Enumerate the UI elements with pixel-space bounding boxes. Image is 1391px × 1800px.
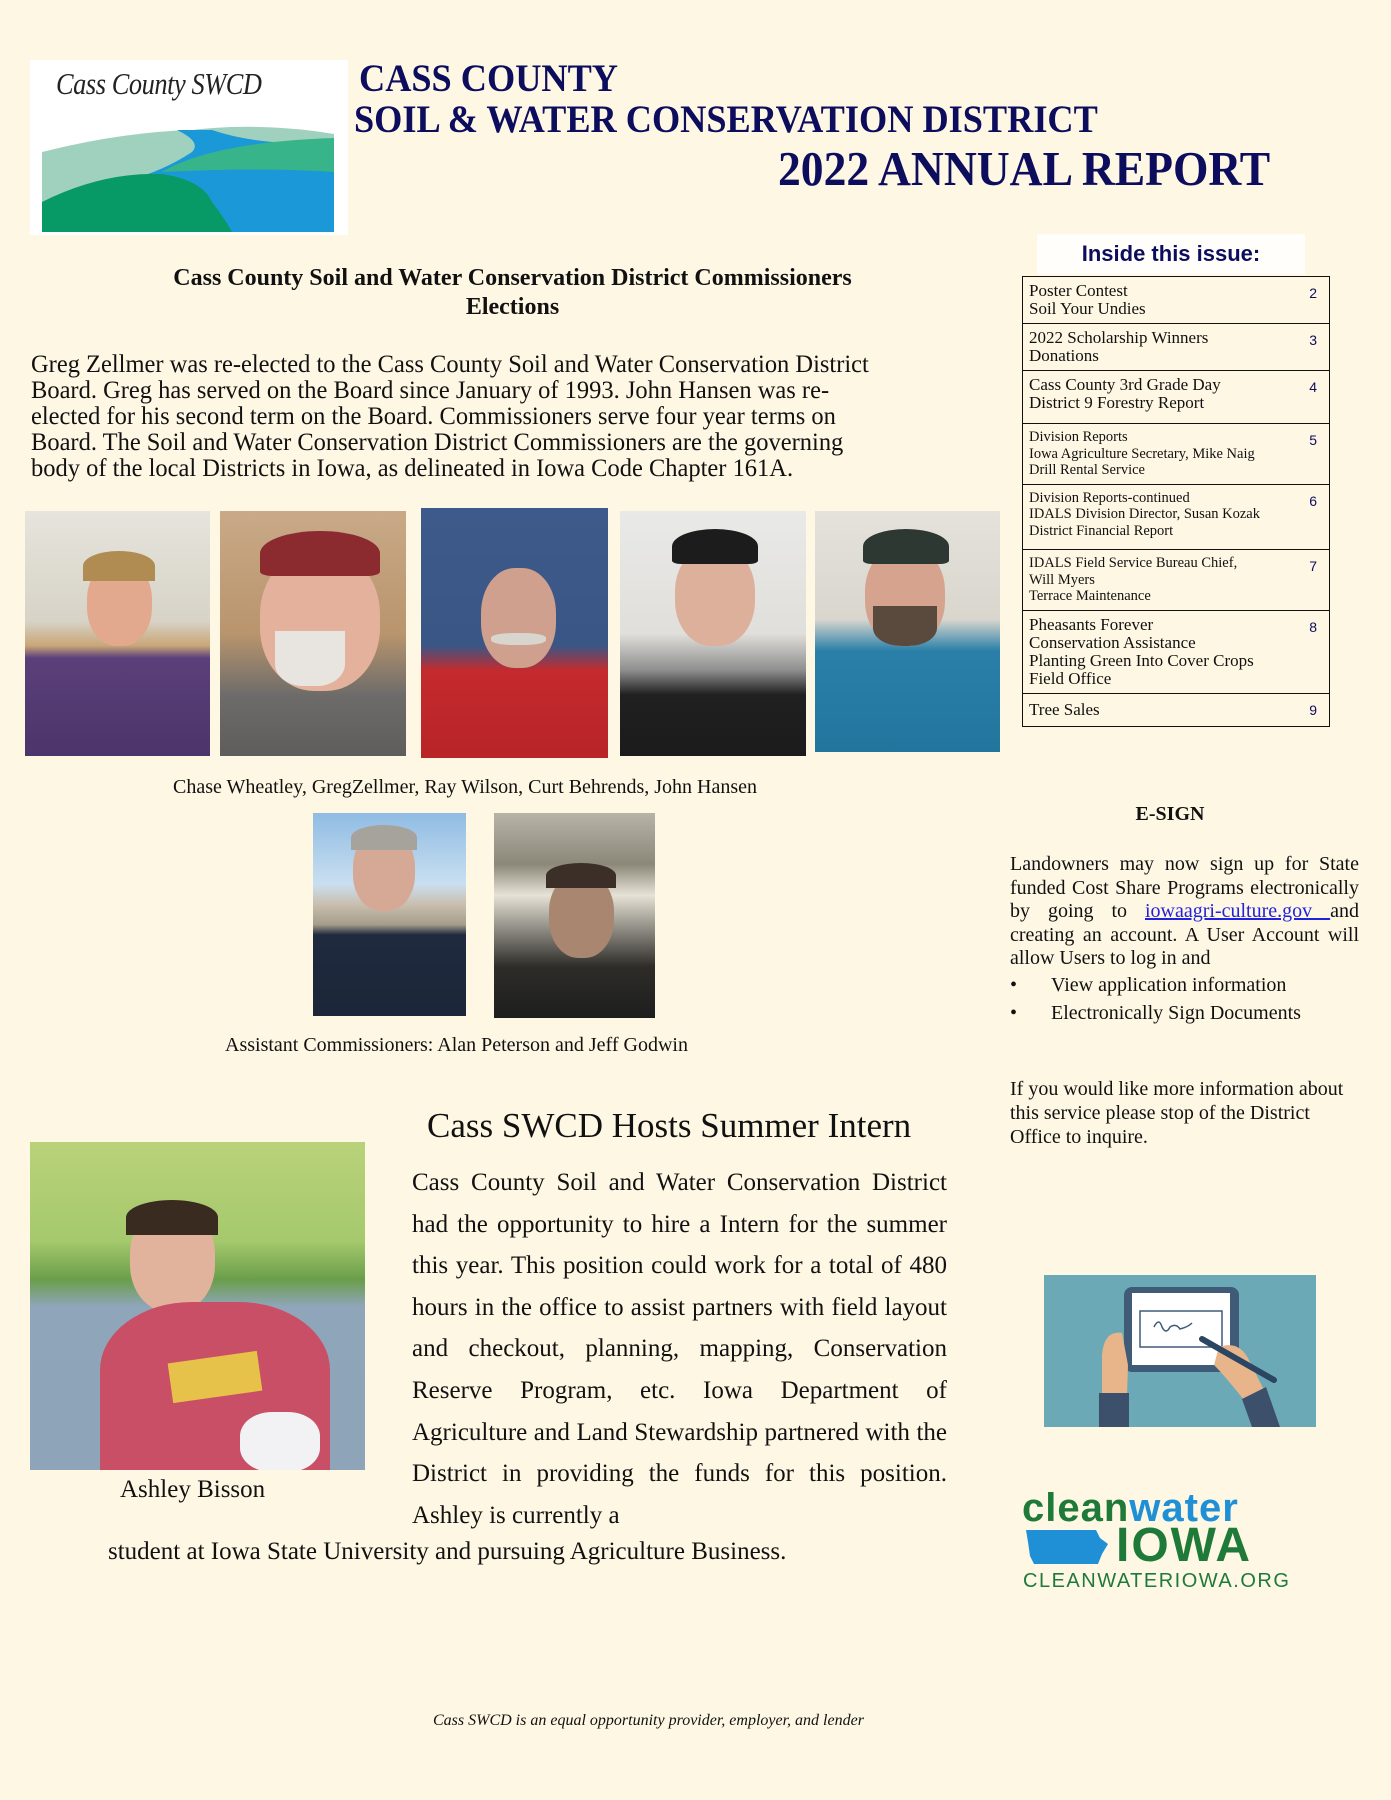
elections-body-line: elected for his second term on the Board. Commissioners serve four year terms on <box>31 401 836 430</box>
toc-item[interactable] <box>1023 324 1329 371</box>
bullet-text: Electronically Sign Documents <box>1051 1001 1301 1024</box>
toc-page-number: 7 <box>1309 558 1317 574</box>
table-of-contents <box>1022 276 1330 727</box>
elections-body-line: Board. Greg has served on the Board since January of 1993. John Hansen was re- <box>31 375 830 404</box>
esign-more-info: If you would like more information about this service please stop of the District Office to inquire. <box>1010 1078 1344 1148</box>
toc-page-number: 6 <box>1309 492 1317 509</box>
photo-jeff-godwin <box>494 813 655 1018</box>
esign-heading: E-SIGN <box>1135 803 1205 825</box>
toc-item[interactable] <box>1023 694 1329 726</box>
toc-line: IDALS Division Director, Susan Kozak <box>1029 506 1260 522</box>
iowaagriculture-link[interactable]: iowaagri-culture.gov <box>1144 900 1331 922</box>
intern-body-last-line: student at Iowa State University and pursuing Agriculture Business. <box>108 1538 787 1565</box>
toc-item[interactable] <box>1023 371 1329 424</box>
photo-chase-wheatley <box>25 511 210 756</box>
commissioners-caption: Chase Wheatley, GregZellmer, Ray Wilson, Curt Behrends, John Hansen <box>173 776 758 798</box>
toc-line: 2022 Scholarship Winners <box>1029 328 1209 347</box>
bullet-icon: • <box>1010 1001 1018 1024</box>
toc-line: Cass County 3rd Grade Day <box>1029 375 1221 394</box>
intern-body: Cass County Soil and Water Conservation District had the opportunity to hire a Intern for the summer this year. This position could work for a total of 480 hours in the office to assist partners with field layout and checkout, planning, mapping, Conservation Reserve Program, etc. Iowa Department of Agriculture and Land Stewardship partnered with the District in providing the funds for this position. Ashley is currently a <box>412 1169 947 1529</box>
esign-bullet <box>1010 999 1359 1027</box>
toc-line: IDALS Field Service Bureau Chief, <box>1029 555 1238 571</box>
clean-water-iowa-logo <box>1020 1486 1340 1592</box>
toc-item[interactable] <box>1023 611 1329 694</box>
hills-river-icon <box>42 122 334 232</box>
elections-body-line: Board. The Soil and Water Conservation District Commissioners are the governing <box>31 427 844 456</box>
toc-item[interactable] <box>1023 485 1329 551</box>
logo-text: Cass County SWCD <box>56 66 262 101</box>
photo-alan-peterson <box>313 813 466 1016</box>
esign-bullet <box>1010 971 1359 999</box>
logo-word-iowa: IOWA <box>1116 1519 1252 1572</box>
elections-body-line: body of the local Districts in Iowa, as delineated in Iowa Code Chapter 161A. <box>31 453 794 482</box>
title-district: SOIL & WATER CONSERVATION DISTRICT <box>354 98 1098 141</box>
toc-line: Planting Green Into Cover Crops <box>1029 650 1254 670</box>
photo-curt-behrends <box>620 511 806 756</box>
toc-page-number: 5 <box>1309 432 1317 448</box>
esign-intro-cont: and creating an account. A User Account will allow Users to log in and <box>1010 900 1359 969</box>
toc-line: Iowa Agriculture Secretary, Mike Naig <box>1029 445 1255 462</box>
toc-item[interactable] <box>1023 550 1329 611</box>
toc-line: Terrace Maintenance <box>1029 588 1151 604</box>
cass-swcd-logo <box>30 60 348 235</box>
ashley-caption: Ashley Bisson <box>120 1476 266 1503</box>
toc-page-number: 9 <box>1309 701 1317 718</box>
elections-heading-line2: Elections <box>465 294 560 320</box>
elections-heading <box>60 264 965 322</box>
photo-greg-zellmer <box>220 511 406 756</box>
toc-page-number: 8 <box>1309 618 1317 635</box>
title-county: CASS COUNTY <box>359 57 618 100</box>
logo-word-water: water <box>1129 1486 1239 1530</box>
tablet-signature-icon <box>1044 1275 1316 1427</box>
toc-line: Drill Rental Service <box>1029 462 1145 478</box>
toc-line: Pheasants Forever <box>1029 614 1154 634</box>
inside-this-issue-title: Inside this issue: <box>1037 234 1305 274</box>
toc-line: Division Reports-continued <box>1029 489 1190 506</box>
photo-ashley-bisson <box>30 1142 365 1470</box>
toc-line: Donations <box>1029 346 1099 365</box>
logo-url: CLEANWATERIOWA.ORG <box>1023 1570 1291 1592</box>
toc-line: Poster Contest <box>1029 281 1128 300</box>
elections-body <box>31 351 938 481</box>
iowa-state-icon <box>1024 1528 1109 1568</box>
toc-page-number: 4 <box>1309 379 1317 395</box>
toc-item[interactable] <box>1023 424 1329 485</box>
toc-line: Division Reports <box>1029 429 1128 445</box>
toc-page-number: 2 <box>1309 285 1317 301</box>
photo-john-hansen <box>815 511 1000 752</box>
elections-heading-line1: Cass County Soil and Water Conservation District Commissioners <box>173 265 852 291</box>
assistant-commissioners-caption: Assistant Commissioners: Alan Peterson and Jeff Godwin <box>225 1034 688 1056</box>
bullet-text: View application information <box>1051 973 1287 996</box>
esign-intro: Landowners may now sign up for State funded Cost Share Programs electronically by going to <box>1010 853 1359 922</box>
esign-body <box>1010 853 1359 1027</box>
title-annual-report: 2022 ANNUAL REPORT <box>778 141 1271 196</box>
toc-line: Tree Sales <box>1029 699 1100 719</box>
elections-body-line: Greg Zellmer was re-elected to the Cass County Soil and Water Conservation District <box>31 349 869 378</box>
photo-ray-wilson <box>421 508 608 758</box>
logo-word-clean: clean <box>1022 1486 1130 1530</box>
toc-page-number: 3 <box>1309 332 1317 348</box>
toc-item[interactable] <box>1023 277 1329 324</box>
bullet-icon: • <box>1010 973 1018 996</box>
intern-title: Cass SWCD Hosts Summer Intern <box>427 1106 912 1145</box>
toc-line: District Financial Report <box>1029 522 1174 539</box>
toc-line: District 9 Forestry Report <box>1029 393 1205 412</box>
toc-line: Soil Your Undies <box>1029 299 1146 318</box>
toc-line: Will Myers <box>1029 571 1095 588</box>
equal-opportunity-footer: Cass SWCD is an equal opportunity provider, employer, and lender <box>433 1712 864 1729</box>
toc-line: Field Office <box>1029 668 1112 688</box>
toc-line: Conservation Assistance <box>1029 632 1196 652</box>
